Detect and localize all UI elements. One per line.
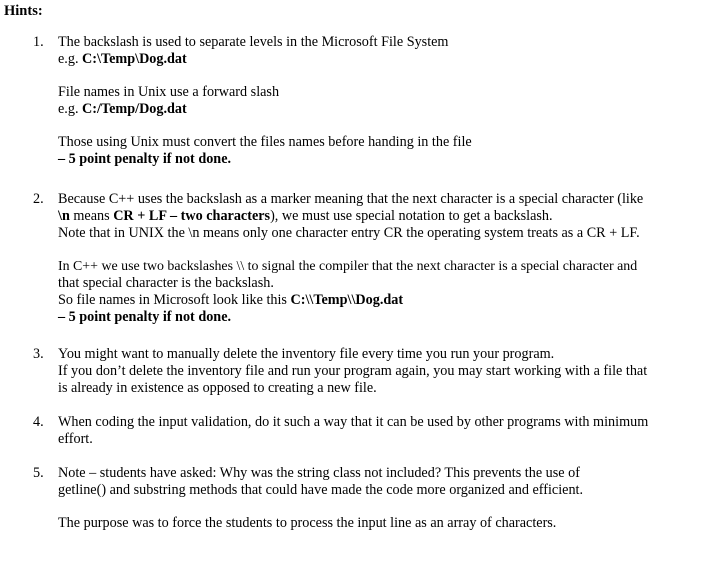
hint-line: You might want to manually delete the inventory file every time you run your program. bbox=[58, 346, 555, 362]
hint-number: 3. bbox=[33, 346, 44, 362]
path-example: C:\Temp\Dog.dat bbox=[82, 51, 187, 67]
hint-number: 2. bbox=[33, 191, 44, 207]
hint-line: When coding the input validation, do it such a way that it can be used by other programs with minimum bbox=[58, 414, 649, 430]
penalty-note: – 5 point penalty if not done. bbox=[58, 309, 232, 325]
penalty-note: – 5 point penalty if not done. bbox=[58, 151, 232, 167]
hint-line: e.g. C:/Temp/Dog.dat bbox=[58, 101, 187, 117]
hint-line: In C++ we use two backslashes \\ to signal the compiler that the next character is a special character and bbox=[58, 259, 638, 274]
hint-line: File names in Unix use a forward slash bbox=[58, 84, 280, 100]
hint-line: The backslash is used to separate levels in the Microsoft File System bbox=[58, 34, 449, 50]
hint-line: Note that in UNIX the \n means only one character entry CR the operating system treats as a CR + LF. bbox=[58, 225, 640, 241]
hint-line: If you don’t delete the inventory file and run your program again, you may start working with a file that bbox=[58, 363, 648, 379]
hint-line: Note – students have asked: Why was the string class not included? This prevents the use of bbox=[58, 465, 580, 481]
hint-number: 5. bbox=[33, 465, 44, 481]
hint-line: e.g. C:\Temp\Dog.dat bbox=[58, 51, 187, 67]
hint-line: So file names in Microsoft look like this C:\\Temp\\Dog.dat bbox=[58, 292, 404, 308]
hint-line: getline() and substring methods that could have made the code more organized and efficient. bbox=[58, 482, 584, 498]
hint-line: Because C++ uses the backslash as a marker meaning that the next character is a special character (like bbox=[58, 191, 644, 207]
hint-line: effort. bbox=[58, 431, 93, 447]
hint-line: is already in existence as opposed to creating a new file. bbox=[58, 380, 377, 396]
path-example: C:/Temp/Dog.dat bbox=[82, 101, 187, 117]
hint-line: Those using Unix must convert the files names before handing in the file bbox=[58, 134, 472, 150]
hint-line: that special character is the backslash. bbox=[58, 275, 274, 291]
path-example: C:\\Temp\\Dog.dat bbox=[290, 292, 404, 308]
page-title: Hints: bbox=[4, 3, 43, 19]
hint-number: 1. bbox=[33, 34, 44, 50]
hint-line: The purpose was to force the students to process the input line as an array of characters. bbox=[58, 515, 557, 531]
hint-number: 4. bbox=[33, 414, 44, 430]
hint-line: \n means CR + LF – two characters), we must use special notation to get a backslash. bbox=[58, 208, 553, 224]
